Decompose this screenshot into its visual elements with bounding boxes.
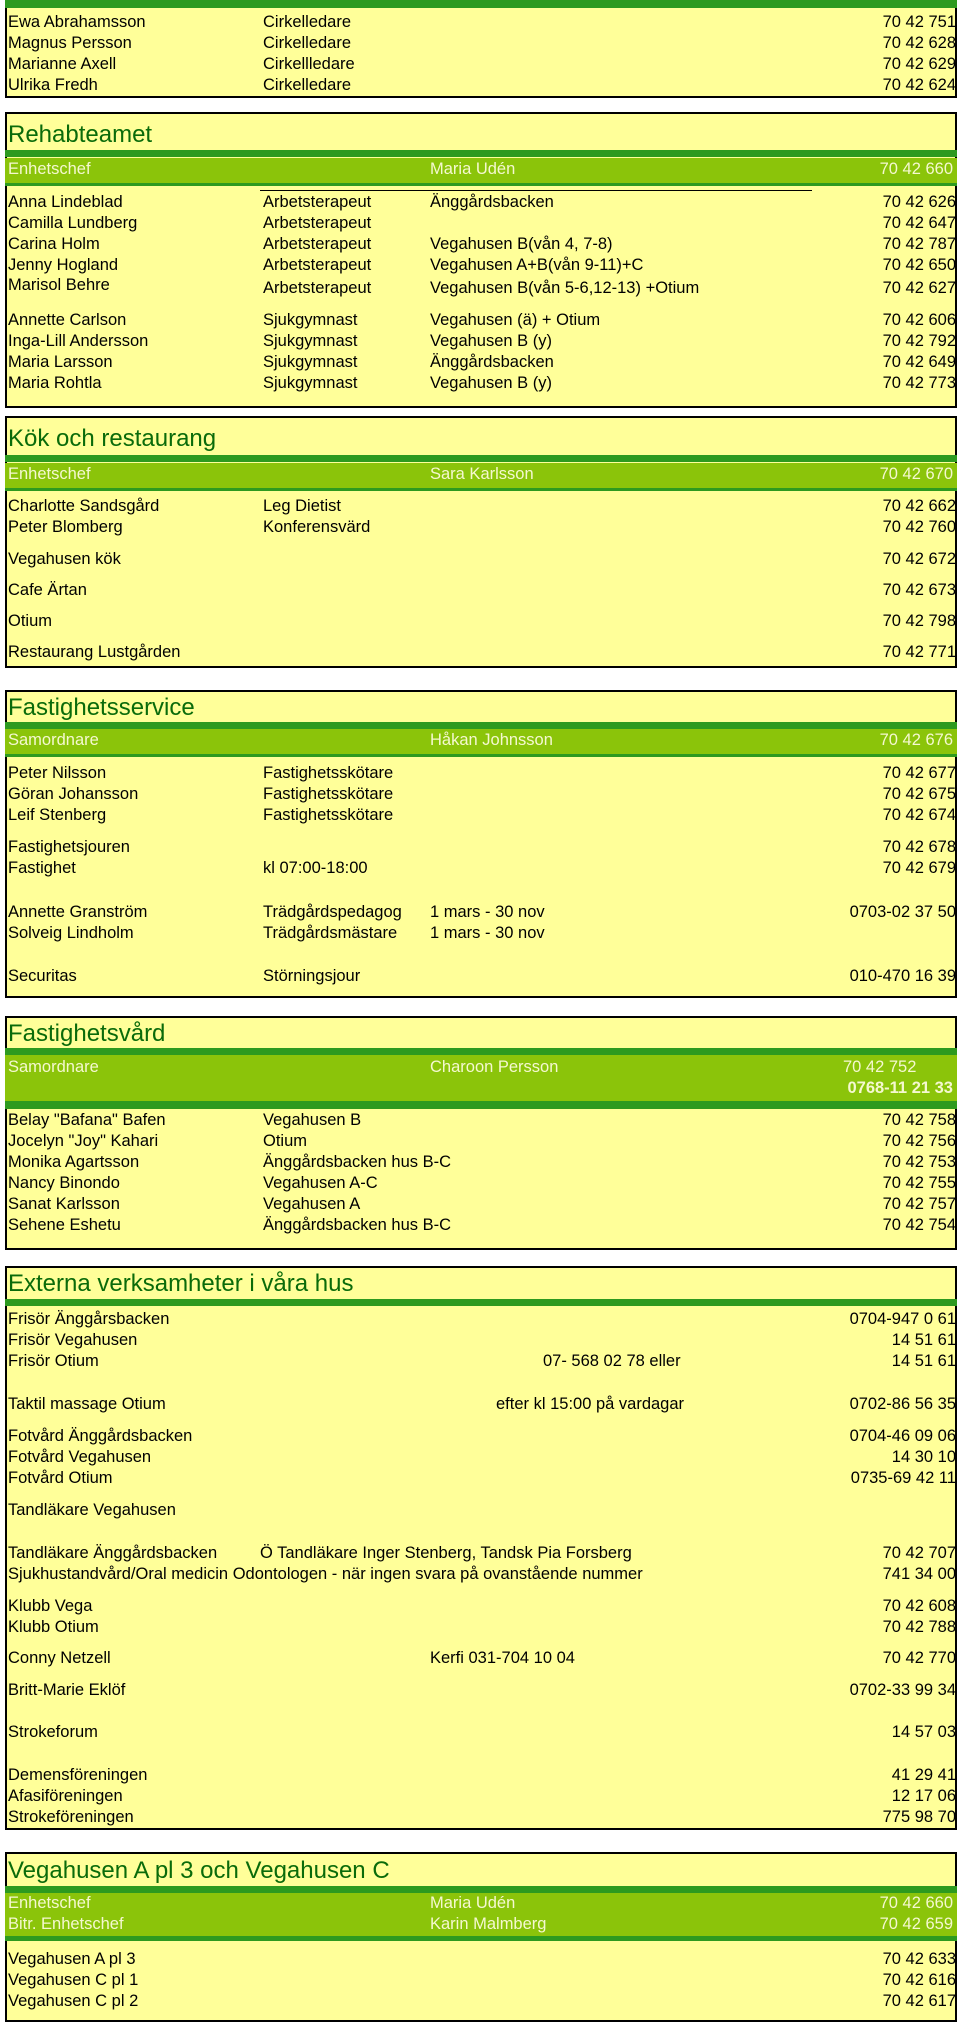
- cell-phone: 70 42 674: [882, 806, 956, 824]
- cell-name: Cafe Ärtan: [8, 581, 87, 599]
- cell-name: Jocelyn "Joy" Kahari: [8, 1132, 159, 1150]
- table-row: [8, 310, 956, 331]
- cell-role: Cirkellledare: [263, 55, 355, 73]
- cell-phone: 70 42 672: [882, 550, 956, 568]
- table-row: [8, 1765, 956, 1786]
- section-header: [5, 463, 957, 488]
- cell-phone: 0703-02 37 50: [849, 903, 956, 921]
- table-row: [8, 54, 956, 75]
- cell-name: Klubb Vega: [8, 1597, 93, 1615]
- cell-name: Peter Blomberg: [8, 518, 123, 536]
- header-label: Samordnare: [8, 1058, 99, 1076]
- table-row: [8, 255, 956, 276]
- table-row: [8, 1447, 956, 1468]
- section-bar: [5, 1101, 957, 1109]
- cell-place: 1 mars - 30 nov: [430, 903, 545, 921]
- cell-phone: 741 34 00: [882, 1565, 956, 1583]
- cell-phone: 70 42 617: [882, 1992, 956, 2010]
- table-row: [8, 1309, 956, 1330]
- section-bar: [5, 754, 957, 757]
- cell-phone: 70 42 628: [882, 34, 956, 52]
- section-header: [5, 1893, 957, 1936]
- cell-name: Fotvård Änggårdsbacken: [8, 1427, 193, 1445]
- cell-name: Ewa Abrahamsson: [8, 13, 146, 31]
- cell-phone: 14 30 10: [891, 1448, 956, 1466]
- cell-phone: 70 42 647: [882, 214, 956, 232]
- top-bar: [5, 0, 957, 8]
- table-row: [8, 12, 956, 33]
- cell-mid: Kerfi 031-704 10 04: [430, 1649, 575, 1667]
- cell-phone: 70 42 626: [882, 193, 956, 211]
- header-label: Enhetschef: [8, 1894, 91, 1912]
- cell-phone: 70 42 616: [882, 1971, 956, 1989]
- cell-phone: 775 98 70: [882, 1808, 956, 1826]
- section-title: Kök och restaurang: [8, 425, 217, 452]
- cell-role: Cirkelledare: [263, 76, 352, 94]
- section-bar: [5, 488, 957, 491]
- cell-phone: 14 57 03: [891, 1723, 956, 1741]
- table-row: [8, 784, 956, 805]
- table-row: [8, 1110, 956, 1131]
- cell-name: Frisör Otium: [8, 1352, 99, 1370]
- cell-role: Vegahusen B: [263, 1111, 362, 1129]
- table-row: [8, 1426, 956, 1447]
- cell-phone: 70 42 753: [882, 1153, 956, 1171]
- cell-role: Vegahusen A-C: [263, 1174, 378, 1192]
- section-bar: [5, 150, 957, 157]
- table-row: [8, 1330, 956, 1351]
- table-row: [8, 1564, 956, 1585]
- cell-role: Sjukgymnast: [263, 332, 358, 350]
- cell-name: Fotvård Otium: [8, 1469, 113, 1487]
- cell-name: Maria Larsson: [8, 353, 113, 371]
- table-row: [8, 1500, 956, 1521]
- table-row: [8, 33, 956, 54]
- table-row: [8, 213, 956, 234]
- cell-name: Sanat Karlsson: [8, 1195, 120, 1213]
- header-phone: 70 42 670: [879, 465, 953, 483]
- header-name: Karin Malmberg: [430, 1915, 547, 1933]
- cell-role: Änggårdsbacken hus B-C: [263, 1216, 452, 1234]
- cell-place: 1 mars - 30 nov: [430, 924, 545, 942]
- table-row: [8, 1991, 956, 2012]
- cell-name: Göran Johansson: [8, 785, 139, 803]
- cell-name: Charlotte Sandsgård: [8, 497, 160, 515]
- cell-name: Restaurang Lustgården: [8, 643, 181, 661]
- cell-phone: 70 42 788: [882, 1618, 956, 1636]
- cell-name: Taktil massage Otium: [8, 1395, 166, 1413]
- header-name: Sara Karlsson: [430, 465, 534, 483]
- cell-phone: 70 42 707: [882, 1544, 956, 1562]
- cell-phone: 70 42 751: [882, 13, 956, 31]
- cell-role: Konferensvärd: [263, 518, 371, 536]
- header-label: Samordnare: [8, 731, 99, 749]
- cell-phone: 70 42 629: [882, 55, 956, 73]
- table-row: [8, 902, 956, 923]
- cell-phone: 70 42 627: [882, 279, 956, 297]
- cell-mid: efter kl 15:00 på vardagar: [496, 1395, 685, 1413]
- cell-name: Sjukhustandvård/Oral medicin Odontologen - när ingen svara på ovanstående nummer: [8, 1565, 643, 1583]
- cell-phone: 70 42 754: [882, 1216, 956, 1234]
- cell-phone: 70 42 798: [882, 612, 956, 630]
- table-row: [8, 642, 956, 663]
- section-bar: [5, 1299, 957, 1306]
- cell-phone: 010-470 16 39: [849, 967, 956, 985]
- cell-name: Annette Granström: [8, 903, 148, 921]
- header-label: Bitr. Enhetschef: [8, 1915, 124, 1933]
- cell-phone: 70 42 787: [882, 235, 956, 253]
- section-header: [5, 729, 957, 754]
- header-label: Enhetschef: [8, 465, 91, 483]
- table-row: [8, 1394, 956, 1415]
- cell-name: Solveig Lindholm: [8, 924, 134, 942]
- cell-role: Arbetsterapeut: [263, 235, 372, 253]
- cell-name: Leif Stenberg: [8, 806, 107, 824]
- table-row: [8, 192, 956, 213]
- table-row: [8, 1194, 956, 1215]
- cell-role: Cirkelledare: [263, 34, 352, 52]
- cell-name: Annette Carlson: [8, 311, 127, 329]
- table-row: [8, 278, 956, 299]
- section-bar: [5, 183, 957, 186]
- table-row: [8, 837, 956, 858]
- table-row: [8, 1131, 956, 1152]
- cell-name: Klubb Otium: [8, 1618, 99, 1636]
- cell-name: Inga-Lill Andersson: [8, 332, 149, 350]
- section-bar: [5, 455, 957, 462]
- cell-phone: 70 42 675: [882, 785, 956, 803]
- table-row: [8, 496, 956, 517]
- cell-name: Frisör Vegahusen: [8, 1331, 138, 1349]
- cell-name: Vegahusen kök: [8, 550, 121, 568]
- cell-name: Vegahusen C pl 2: [8, 1992, 139, 2010]
- cell-name: Tandläkare Vegahusen: [8, 1501, 176, 1519]
- cell-phone: 70 42 770: [882, 1649, 956, 1667]
- cell-name: Vegahusen A pl 3: [8, 1950, 136, 1968]
- table-row: [8, 373, 956, 394]
- cell-phone: 0702-86 56 35: [849, 1395, 956, 1413]
- table-row: [8, 1215, 956, 1236]
- cell-role: Sjukgymnast: [263, 311, 358, 329]
- table-row: [8, 580, 956, 601]
- cell-phone: 70 42 678: [882, 838, 956, 856]
- table-row: [8, 805, 956, 826]
- cell-phone: 14 51 61: [891, 1352, 956, 1370]
- cell-role: Sjukgymnast: [263, 353, 358, 371]
- cell-name: Belay "Bafana" Bafen: [8, 1111, 166, 1129]
- cell-phone: 41 29 41: [891, 1766, 956, 1784]
- table-row: [8, 1468, 956, 1489]
- cell-role: Arbetsterapeut: [263, 279, 372, 297]
- cell-name: Fastighet: [8, 859, 76, 877]
- header-phone: 70 42 660: [879, 160, 953, 178]
- cell-name: Frisör Änggårsbacken: [8, 1310, 170, 1328]
- cell-name: Fotvård Vegahusen: [8, 1448, 152, 1466]
- cell-name: Nancy Binondo: [8, 1174, 120, 1192]
- cell-phone: 70 42 756: [882, 1132, 956, 1150]
- table-row: [8, 1970, 956, 1991]
- table-row: [8, 611, 956, 632]
- table-row: [8, 549, 956, 570]
- section-title: Rehabteamet: [8, 121, 153, 148]
- section-title: Fastighetsvård: [8, 1020, 166, 1047]
- section-title: Vegahusen A pl 3 och Vegahusen C: [8, 1857, 390, 1884]
- cell-place: Änggårdsbacken: [430, 193, 554, 211]
- table-row: [8, 1807, 956, 1828]
- cell-name: Jenny Hogland: [8, 256, 119, 274]
- cell-phone: 12 17 06: [891, 1787, 956, 1805]
- cell-phone: 70 42 755: [882, 1174, 956, 1192]
- cell-place: Vegahusen B(vån 4, 7-8): [430, 235, 613, 253]
- cell-place: Vegahusen A+B(vån 9-11)+C: [430, 256, 644, 274]
- cell-phone: 70 42 649: [882, 353, 956, 371]
- cell-phone: 0704-46 09 06: [849, 1427, 956, 1445]
- cell-phone: 70 42 760: [882, 518, 956, 536]
- cell-name: Tandläkare Änggårdsbacken: [8, 1544, 218, 1562]
- table-row: [8, 858, 956, 879]
- header-name: Håkan Johnsson: [430, 731, 553, 749]
- table-row: [8, 1351, 956, 1372]
- table-row: [8, 352, 956, 373]
- cell-phone: 70 42 771: [882, 643, 956, 661]
- cell-phone: 70 42 633: [882, 1950, 956, 1968]
- table-row: [8, 1152, 956, 1173]
- cell-name: Conny Netzell: [8, 1649, 111, 1667]
- section-bar: [5, 1048, 957, 1055]
- table-row: [8, 923, 956, 944]
- header-phone: 70 42 659: [879, 1915, 953, 1933]
- cell-role: kl 07:00-18:00: [263, 859, 368, 877]
- table-row: [8, 1949, 956, 1970]
- cell-name: Magnus Persson: [8, 34, 132, 52]
- table-row: [8, 966, 956, 987]
- cell-name: Otium: [8, 612, 53, 630]
- cell-role: Arbetsterapeut: [263, 256, 372, 274]
- cell-name: Peter Nilsson: [8, 764, 107, 782]
- table-row: [8, 1617, 956, 1638]
- cell-name: Anna Lindeblad: [8, 193, 123, 211]
- cell-phone: 70 42 677: [882, 764, 956, 782]
- section-bar: [5, 1886, 957, 1893]
- header-phone1: 70 42 752: [843, 1058, 917, 1076]
- cell-role: Änggårdsbacken hus B-C: [263, 1153, 452, 1171]
- cell-name: Britt-Marie Eklöf: [8, 1681, 126, 1699]
- cell-role: Störningsjour: [263, 967, 361, 985]
- cell-name: Securitas: [8, 967, 77, 985]
- header-phone: 70 42 660: [879, 1894, 953, 1912]
- cell-role: Arbetsterapeut: [263, 214, 372, 232]
- cell-name: Strokeföreningen: [8, 1808, 134, 1826]
- cell-name: Marisol Behre: [8, 276, 110, 294]
- section-header: [5, 1055, 957, 1101]
- header-phone: 70 42 676: [879, 731, 953, 749]
- cell-phone: 70 42 606: [882, 311, 956, 329]
- cell-role: Arbetsterapeut: [263, 193, 372, 211]
- cell-role: Sjukgymnast: [263, 374, 358, 392]
- cell-mid: 07- 568 02 78 eller: [543, 1352, 681, 1370]
- cell-phone: 70 42 792: [882, 332, 956, 350]
- cell-name: Afasiföreningen: [8, 1787, 123, 1805]
- cell-role: Fastighetsskötare: [263, 764, 394, 782]
- cell-role: Leg Dietist: [263, 497, 341, 515]
- cell-name: Camilla Lundberg: [8, 214, 138, 232]
- cell-mid: Ö Tandläkare Inger Stenberg, Tandsk Pia Forsberg: [260, 1544, 632, 1562]
- table-row: [8, 763, 956, 784]
- cell-role: Cirkelledare: [263, 13, 352, 31]
- cell-role: Fastighetsskötare: [263, 785, 394, 803]
- cell-place: Vegahusen (ä) + Otium: [430, 311, 601, 329]
- section-title: Fastighetsservice: [8, 694, 195, 721]
- cell-role: Vegahusen A: [263, 1195, 361, 1213]
- cell-phone: 70 42 758: [882, 1111, 956, 1129]
- cell-place: Änggårdsbacken: [430, 353, 554, 371]
- cell-name: Sehene Eshetu: [8, 1216, 121, 1234]
- header-name: Maria Udén: [430, 1894, 516, 1912]
- header-phone2: 0768-11 21 33: [847, 1079, 953, 1097]
- header-name: Maria Udén: [430, 160, 516, 178]
- cell-phone: 0702-33 99 34: [849, 1681, 956, 1699]
- table-row: [8, 1648, 956, 1669]
- cell-name: Demensföreningen: [8, 1766, 148, 1784]
- table-row: [8, 75, 956, 96]
- cell-name: Carina Holm: [8, 235, 100, 253]
- cell-phone: 70 42 773: [882, 374, 956, 392]
- table-row: [8, 234, 956, 255]
- cell-role: Trädgårdspedagog: [263, 903, 402, 921]
- cell-name: Vegahusen C pl 1: [8, 1971, 139, 1989]
- cell-name: Ulrika Fredh: [8, 76, 98, 94]
- cell-phone: 70 42 673: [882, 581, 956, 599]
- cell-phone: 0735-69 42 11: [850, 1469, 956, 1487]
- cell-phone: 70 42 624: [882, 76, 956, 94]
- section-title: Externa verksamheter i våra hus: [8, 1270, 354, 1297]
- header-label: Enhetschef: [8, 160, 91, 178]
- cell-name: Strokeforum: [8, 1723, 98, 1741]
- table-row: [8, 1680, 956, 1701]
- cell-phone: 70 42 662: [882, 497, 956, 515]
- cell-phone: 0704-947 0 61: [849, 1310, 956, 1328]
- cell-name: Marianne Axell: [8, 55, 117, 73]
- cell-phone: 14 51 61: [891, 1331, 956, 1349]
- table-row: [8, 1543, 956, 1564]
- table-row: [8, 1173, 956, 1194]
- divider: [260, 190, 812, 191]
- cell-place: Vegahusen B (y): [430, 374, 552, 392]
- cell-role: Otium: [263, 1132, 308, 1150]
- cell-name: Maria Rohtla: [8, 374, 102, 392]
- cell-phone: 70 42 650: [882, 256, 956, 274]
- cell-name: Monika Agartsson: [8, 1153, 140, 1171]
- table-row: [8, 1786, 956, 1807]
- cell-place: Vegahusen B (y): [430, 332, 552, 350]
- table-row: [8, 1722, 956, 1743]
- cell-place: Vegahusen B(vån 5-6,12-13) +Otium: [430, 279, 700, 297]
- header-name: Charoon Persson: [430, 1058, 559, 1076]
- cell-phone: 70 42 608: [882, 1597, 956, 1615]
- cell-phone: 70 42 679: [882, 859, 956, 877]
- section-bar: [5, 722, 957, 729]
- cell-role: Trädgårdsmästare: [263, 924, 398, 942]
- table-row: [8, 517, 956, 538]
- section-bar: [5, 1936, 957, 1941]
- table-row: [8, 331, 956, 352]
- table-row: [8, 1596, 956, 1617]
- cell-phone: 70 42 757: [882, 1195, 956, 1213]
- section-header: [5, 158, 957, 183]
- cell-role: Fastighetsskötare: [263, 806, 394, 824]
- cell-name: Fastighetsjouren: [8, 838, 130, 856]
